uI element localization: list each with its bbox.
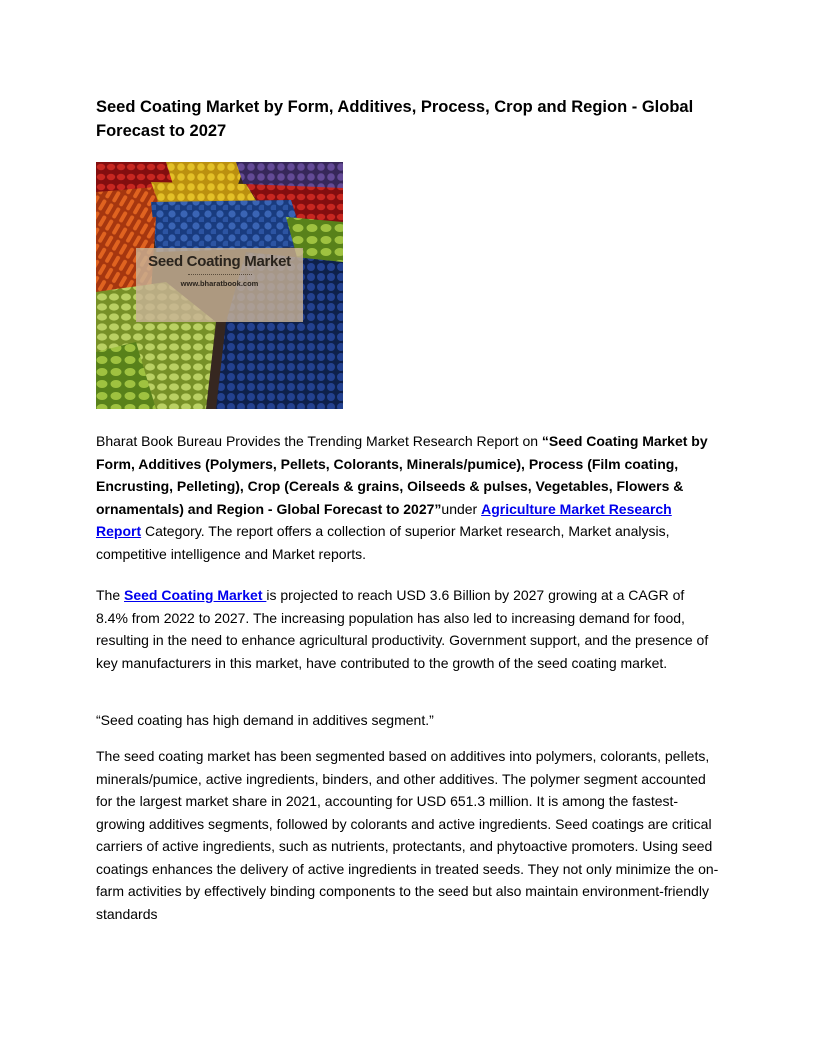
intro-under: under	[441, 500, 482, 517]
cover-url: www.bharatbook.com	[180, 279, 259, 288]
market-paragraph	[96, 584, 720, 674]
market-prefix: The	[96, 587, 125, 603]
quote-paragraph: “Seed coating has high demand in additives segment.”	[96, 712, 434, 728]
seed-coating-market-link[interactable]: Seed Coating Market	[124, 587, 267, 603]
intro-paragraph	[96, 430, 720, 565]
cover-image	[96, 162, 343, 409]
segment-paragraph: The seed coating market has been segmented based on additives into polymers, colorants, pellets, minerals/pumice, active ingredients, binders, and other additives. The polymer segment accounted for the largest market share in 2021, accounting for USD 651.3 million. It is among the fastest-growing additives segments, followed by colorants and active ingredients. Seed coatings are critical carriers of active ingredients, such as nutrients, protectants, and phytoactive promoters. Using seed coatings enhances the delivery of active ingredients in treated seeds. They not only minimize the on-farm activities by effectively binding components to the seed but also maintain environment-friendly standards	[96, 748, 719, 922]
market-text: is projected to reach USD 3.6 Billion by 2027 growing at a CAGR of 8.4% from 2022 to 2027. The increasing population has also led to increasing demand for food, resulting in the need to enhance agricultural productivity. Government support, and the presence of key manufacturers in this market, have contributed to the growth of the seed coating market.	[96, 587, 709, 671]
agriculture-report-link[interactable]: Agriculture Market Research Report	[96, 500, 672, 539]
intro-prefix: Bharat Book Bureau Provides the Trending Market Research Report on	[96, 433, 542, 449]
intro-suffix: Category. The report offers a collection of superior Market research, Market analysis, competitive intelligence and Market reports.	[96, 523, 670, 562]
cover-title: Seed Coating Market	[148, 253, 291, 270]
intro-report-title: “Seed Coating Market by Form, Additives (Polymers, Pellets, Colorants, Minerals/pumice), Process (Film coating, Encrusting, Pelleting), Crop (Cereals & grains, Oilseeds & pulses, Vegetables, Flowers & ornamentals) and Region - Global Forecast to 2027”	[96, 433, 708, 517]
cover-label	[136, 248, 303, 322]
cover-divider	[188, 274, 252, 275]
report-title: Seed Coating Market by Form, Additives, Process, Crop and Region - Global Forecast to 2027	[96, 98, 694, 140]
